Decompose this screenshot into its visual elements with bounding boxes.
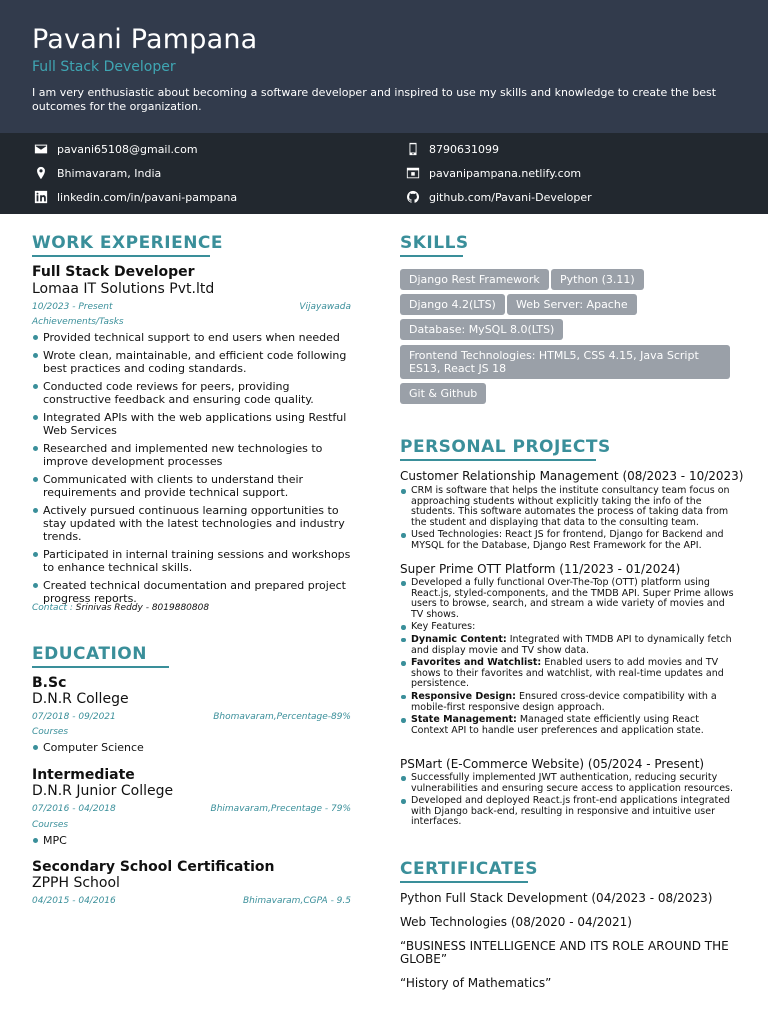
list-item: MPC (32, 834, 352, 847)
education-school: D.N.R Junior College (32, 783, 174, 799)
education-degree: Intermediate (32, 767, 135, 783)
education-location: Bhimavaram,CGPA - 9.5 (242, 896, 351, 906)
linkedin-text: linkedin.com/in/pavani-pampana (57, 190, 238, 204)
list-item: Conducted code reviews for peers, providing constructive feedback and ensuring code quality. (32, 380, 354, 406)
projects-section-title: PERSONAL PROJECTS (400, 437, 611, 457)
website-text: pavanipampana.netlify.com (429, 166, 582, 180)
candidate-role: Full Stack Developer (32, 59, 176, 75)
feature-label: Responsive Design: (411, 690, 516, 702)
education-courses-label: Courses (32, 727, 69, 737)
education-degree: Secondary School Certification (32, 859, 275, 875)
list-item: Created technical documentation and prepared project progress reports. (32, 579, 354, 605)
list-item: Used Technologies: React JS for frontend, Django for Backend and MYSQL for the Database, Django Rest Framework for the API. (400, 530, 734, 551)
location-text: Bhimavaram, India (57, 166, 162, 180)
list-item (400, 692, 734, 713)
feature-label: Dynamic Content: (411, 633, 507, 645)
feature-text: Enabled users to add movies and TV shows to their favorites and watchlist, with real-time updates and persistence. (411, 657, 724, 690)
skill-chip: Git & Github (400, 383, 486, 404)
feature-text: Integrated with TMDB API to dynamically fetch and display movie and TV show data. (411, 633, 732, 656)
education-school: ZPPH School (32, 875, 120, 891)
education-courses (32, 741, 352, 759)
project-title: Super Prime OTT Platform (11/2023 - 01/2024) (400, 562, 681, 576)
list-item: Integrated APIs with the web applications using Restful Web Services (32, 411, 354, 437)
github-text: github.com/Pavani-Developer (429, 190, 592, 204)
project-bullets (400, 773, 734, 830)
work-reference (32, 603, 209, 613)
list-item: Participated in internal training sessions and workshops to enhance technical skills. (32, 548, 354, 574)
job-location: Vijayawada (299, 302, 351, 312)
skill-chip: Frontend Technologies: HTML5, CSS 4.15, Java Script ES13, React JS 18 (400, 345, 730, 379)
contact-phone[interactable] (406, 141, 499, 157)
header (0, 0, 768, 133)
list-item: Developed and deployed React.js front-end applications integrated with Django back-end, resulting in responsive and intuitive user interfaces. (400, 796, 734, 828)
reference-label: Contact : (32, 603, 73, 613)
project-bullets (400, 486, 734, 554)
summary: I am very enthusiastic about becoming a software developer and inspired to use my skills and knowledge to create the best outcomes for the organization. (32, 86, 717, 113)
list-item: Computer Science (32, 741, 352, 754)
contact-email[interactable] (34, 141, 198, 157)
job-sub-label: Achievements/Tasks (32, 317, 124, 327)
reference-value: Srinivas Reddy - 8019880808 (75, 603, 210, 613)
list-item: Researched and implemented new technologies to improve development processes (32, 442, 354, 468)
contact-linkedin[interactable] (34, 189, 237, 205)
education-location: Bhomavaram,Percentage-89% (213, 712, 351, 722)
phone-icon (406, 142, 420, 156)
phone-text: 8790631099 (429, 142, 499, 156)
skill-chip: Python (3.11) (551, 269, 644, 290)
list-item: Successfully implemented JWT authentication, reducing security vulnerabilities and ensuring secure access to application resources. (400, 773, 734, 794)
certificate-item: “History of Mathematics” (400, 976, 552, 990)
education-section-title: EDUCATION (32, 644, 147, 664)
list-item (400, 635, 734, 656)
certificate-item: Python Full Stack Development (04/2023 - 08/2023) (400, 891, 713, 905)
candidate-name: Pavani Pampana (32, 24, 258, 55)
contact-github[interactable] (406, 189, 592, 205)
contact-location (34, 165, 161, 181)
certificate-item: Web Technologies (08/2020 - 04/2021) (400, 915, 632, 929)
project-bullets (400, 578, 734, 738)
list-item (400, 715, 734, 736)
education-courses-label: Courses (32, 820, 69, 830)
project-title: Customer Relationship Management (08/2023 - 10/2023) (400, 469, 744, 483)
list-item: Developed a fully functional Over-The-Top (OTT) platform using React.js, styled-components, and the TMDB API. Super Prime allows users to browse, search, and stream a wide variety of movies and TV shows. (400, 578, 734, 620)
education-courses (32, 834, 352, 852)
list-item: Provided technical support to end users when needed (32, 331, 354, 344)
education-dates: 04/2015 - 04/2016 (32, 896, 116, 906)
feature-text: Managed state efficiently using React Context API to handle user preferences and application state. (411, 714, 704, 736)
skills-section-title: SKILLS (400, 233, 469, 253)
work-section-underline (32, 255, 210, 257)
website-icon (406, 166, 420, 180)
contact-bar (0, 133, 768, 214)
job-company: Lomaa IT Solutions Pvt.ltd (32, 281, 215, 297)
email-text: pavani65108@gmail.com (57, 142, 198, 156)
education-dates: 07/2016 - 04/2018 (32, 804, 116, 814)
feature-label: Favorites and Watchlist: (411, 657, 542, 669)
location-pin-icon (34, 166, 48, 180)
list-item: Actively pursued continuous learning opportunities to stay updated with the latest technologies and industry trends. (32, 504, 354, 543)
skill-chip: Django 4.2(LTS) (400, 294, 505, 315)
education-section-underline (32, 666, 169, 668)
certificates-section-underline (400, 881, 528, 883)
skills-section-underline (400, 255, 463, 257)
list-item: Wrote clean, maintainable, and efficient code following best practices and coding standards. (32, 349, 354, 375)
skill-chip: Database: MySQL 8.0(LTS) (400, 319, 563, 340)
education-school: D.N.R College (32, 691, 129, 707)
list-item (400, 658, 734, 690)
contact-website[interactable] (406, 165, 581, 181)
feature-label: State Management: (411, 714, 517, 726)
feature-text: Ensured cross-device compatibility with a mobile-first responsive design approach. (411, 690, 717, 713)
education-degree: B.Sc (32, 675, 67, 691)
job-dates: 10/2023 - Present (32, 302, 113, 312)
work-section-title: WORK EXPERIENCE (32, 233, 224, 253)
project-title: PSMart (E-Commerce Website) (05/2024 - Present) (400, 757, 705, 771)
linkedin-icon (34, 190, 48, 204)
email-icon (34, 142, 48, 156)
work-bullets (32, 331, 354, 610)
certificates-section-title: CERTIFICATES (400, 859, 539, 879)
list-item: Key Features: (400, 622, 734, 633)
job-title: Full Stack Developer (32, 264, 195, 280)
education-location: Bhimavaram,Precentage - 79% (210, 804, 351, 814)
projects-section-underline (400, 459, 596, 461)
skill-chip: Web Server: Apache (507, 294, 637, 315)
skill-chip: Django Rest Framework (400, 269, 549, 290)
list-item: CRM is software that helps the institute consultancy team focus on approaching students without explicitly taking the info of the students. This software automates the process of taking data from the student and displaying that data to the consulting team. (400, 486, 734, 528)
education-dates: 07/2018 - 09/2021 (32, 712, 116, 722)
list-item: Communicated with clients to understand their requirements and provide technical support. (32, 473, 354, 499)
certificate-item: “BUSINESS INTELLIGENCE AND ITS ROLE AROUND THE GLOBE” (400, 939, 729, 966)
github-icon (406, 190, 420, 204)
